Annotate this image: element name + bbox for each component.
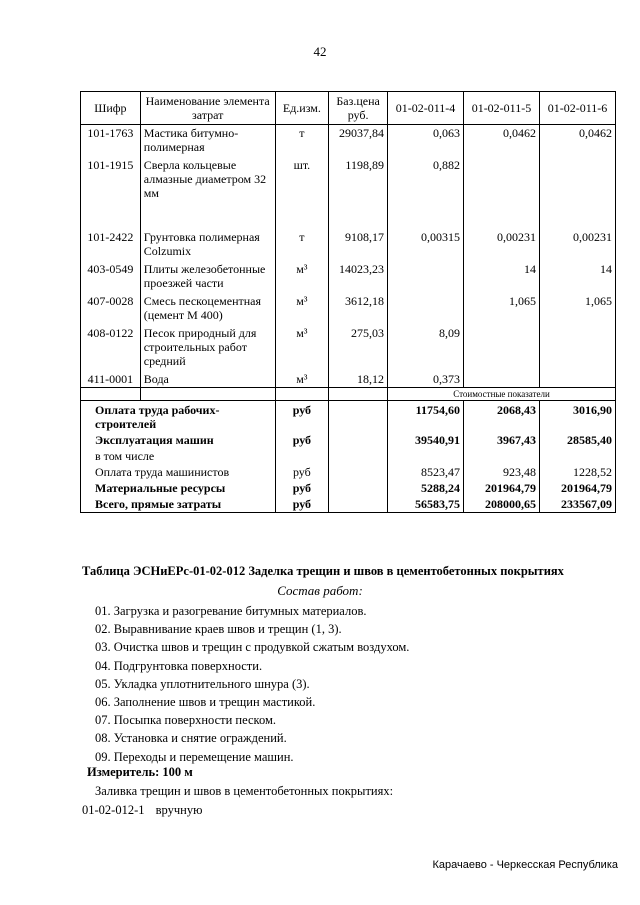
summary-price — [329, 464, 388, 480]
row-value-2 — [463, 371, 539, 388]
row-value-3 — [539, 325, 615, 371]
row-unit: м³ — [275, 261, 329, 293]
table-row — [81, 325, 616, 371]
summary-unit: руб — [275, 480, 329, 496]
row-name: Песок природный для строительных работ средний — [140, 325, 275, 371]
summary-value-3: 28585,40 — [539, 432, 615, 448]
separator-label: Стоимостные показатели — [387, 387, 615, 400]
header-code: Шифр — [81, 92, 141, 125]
row-value-1: 0,373 — [387, 371, 463, 388]
summary-name: Материальные ресурсы — [81, 480, 276, 496]
summary-unit: руб — [275, 464, 329, 480]
header-col-3: 01-02-011-6 — [539, 92, 615, 125]
work-item: 02. Выравнивание краев швов и трещин (1, 3). — [95, 622, 342, 637]
separator-cell — [275, 387, 329, 400]
table-row — [81, 293, 616, 325]
summary-price — [329, 480, 388, 496]
works-list — [95, 602, 409, 766]
row-name: Сверла кольцевые алмазные диаметром 32 мм — [140, 157, 275, 229]
row-code: 403-0549 — [81, 261, 141, 293]
work-item: 09. Переходы и перемещение машин. — [95, 749, 294, 764]
summary-value-2: 3967,43 — [463, 432, 539, 448]
row-value-1: 8,09 — [387, 325, 463, 371]
row-value-2: 14 — [463, 261, 539, 293]
row-price: 3612,18 — [329, 293, 388, 325]
fill-title: Заливка трещин и швов в цементобетонных покрытиях: — [95, 784, 394, 798]
summary-row — [81, 480, 616, 496]
work-item: 06. Заполнение швов и трещин мастикой. — [95, 694, 316, 709]
row-value-2: 0,0462 — [463, 125, 539, 157]
separator-cell — [140, 387, 275, 400]
row-value-1 — [387, 261, 463, 293]
summary-unit: руб — [275, 432, 329, 448]
row-price: 1198,89 — [329, 157, 388, 229]
summary-value-2: 201964,79 — [463, 480, 539, 496]
work-item: 05. Укладка уплотнительного шнура (3). — [95, 676, 310, 691]
row-unit: м³ — [275, 293, 329, 325]
summary-value-3: 1228,52 — [539, 464, 615, 480]
row-value-1: 0,00315 — [387, 229, 463, 261]
summary-name: Оплата труда машинистов — [81, 464, 276, 480]
row-value-1: 0,882 — [387, 157, 463, 229]
row-value-2 — [463, 325, 539, 371]
row-code: 407-0028 — [81, 293, 141, 325]
row-name: Плиты железобетонные проезжей части — [140, 261, 275, 293]
summary-value-3: 233567,09 — [539, 496, 615, 513]
summary-value-1 — [387, 448, 463, 464]
summary-value-2 — [463, 448, 539, 464]
row-value-2 — [463, 157, 539, 229]
table-row — [81, 157, 616, 229]
row-name: Грунтовка полимерная Colzumix — [140, 229, 275, 261]
summary-name: Всего, прямые затраты — [81, 496, 276, 513]
table-caption: Таблица ЭСНиЕРс-01-02-012 Заделка трещин и швов в цементобетонных покрытиях — [82, 564, 564, 578]
row-value-3: 0,0462 — [539, 125, 615, 157]
row-code: 408-0122 — [81, 325, 141, 371]
summary-row — [81, 464, 616, 480]
summary-value-2: 208000,65 — [463, 496, 539, 513]
summary-row — [81, 496, 616, 513]
summary-unit: руб — [275, 400, 329, 432]
row-unit: т — [275, 125, 329, 157]
summary-value-3: 201964,79 — [539, 480, 615, 496]
row-value-2: 0,00231 — [463, 229, 539, 261]
summary-row — [81, 432, 616, 448]
row-price: 14023,23 — [329, 261, 388, 293]
row-value-3: 1,065 — [539, 293, 615, 325]
works-title: Состав работ: — [277, 583, 363, 598]
row-value-3 — [539, 157, 615, 229]
header-col-2: 01-02-011-5 — [463, 92, 539, 125]
summary-price — [329, 432, 388, 448]
summary-value-2: 2068,43 — [463, 400, 539, 432]
row-unit: м³ — [275, 371, 329, 388]
header-unit: Ед.изм. — [275, 92, 329, 125]
summary-value-3: 3016,90 — [539, 400, 615, 432]
summary-name: в том числе — [81, 448, 276, 464]
summary-unit: руб — [275, 496, 329, 513]
row-price: 9108,17 — [329, 229, 388, 261]
header-price: Баз.цена руб. — [329, 92, 388, 125]
summary-price — [329, 496, 388, 513]
summary-name: Эксплуатация машин — [81, 432, 276, 448]
row-code: 101-1915 — [81, 157, 141, 229]
table-row — [81, 371, 616, 388]
row-unit: шт. — [275, 157, 329, 229]
header-name: Наименование элемента затрат — [140, 92, 275, 125]
row-value-3: 0,00231 — [539, 229, 615, 261]
row-value-1 — [387, 293, 463, 325]
row-name: Смесь пескоцементная (цемент М 400) — [140, 293, 275, 325]
row-code: 101-1763 — [81, 125, 141, 157]
code-line-text: вручную — [155, 803, 203, 817]
row-value-2: 1,065 — [463, 293, 539, 325]
summary-row — [81, 448, 616, 464]
summary-value-1: 11754,60 — [387, 400, 463, 432]
table-row — [81, 125, 616, 157]
summary-name: Оплата труда рабочих-строителей — [81, 400, 276, 432]
header-col-1: 01-02-011-4 — [387, 92, 463, 125]
work-item: 03. Очистка швов и трещин с продувкой сжатым воздухом. — [95, 640, 410, 655]
code-line-code: 01-02-012-1 — [82, 803, 145, 817]
row-price: 275,03 — [329, 325, 388, 371]
work-item: 08. Установка и снятие ограждений. — [95, 731, 287, 746]
table-row — [81, 261, 616, 293]
row-unit: м³ — [275, 325, 329, 371]
code-line — [82, 803, 210, 818]
row-price: 18,12 — [329, 371, 388, 388]
separator-row — [81, 387, 616, 400]
summary-value-3 — [539, 448, 615, 464]
summary-value-1: 56583,75 — [387, 496, 463, 513]
summary-row — [81, 400, 616, 432]
summary-price — [329, 400, 388, 432]
row-name: Мастика битумно-полимерная — [140, 125, 275, 157]
row-value-3: 14 — [539, 261, 615, 293]
summary-unit — [275, 448, 329, 464]
summary-value-1: 39540,91 — [387, 432, 463, 448]
summary-value-1: 5288,24 — [387, 480, 463, 496]
resource-table — [80, 91, 616, 513]
table-row — [81, 229, 616, 261]
summary-value-2: 923,48 — [463, 464, 539, 480]
row-code: 101-2422 — [81, 229, 141, 261]
work-item: 04. Подгрунтовка поверхности. — [95, 658, 263, 673]
row-code: 411-0001 — [81, 371, 141, 388]
row-value-3 — [539, 371, 615, 388]
summary-value-1: 8523,47 — [387, 464, 463, 480]
separator-cell — [81, 387, 141, 400]
page-number: 42 — [313, 44, 327, 59]
row-value-1: 0,063 — [387, 125, 463, 157]
separator-cell — [329, 387, 388, 400]
table-header-row — [81, 92, 616, 125]
work-item: 01. Загрузка и разогревание битумных материалов. — [95, 604, 367, 618]
row-name: Вода — [140, 371, 275, 388]
row-price: 29037,84 — [329, 125, 388, 157]
footer-region: Карачаево - Черкесская Республика — [432, 859, 618, 871]
measure-unit: Измеритель: 100 м — [87, 765, 193, 779]
row-unit: т — [275, 229, 329, 261]
work-item: 07. Посыпка поверхности песком. — [95, 713, 277, 728]
summary-price — [329, 448, 388, 464]
